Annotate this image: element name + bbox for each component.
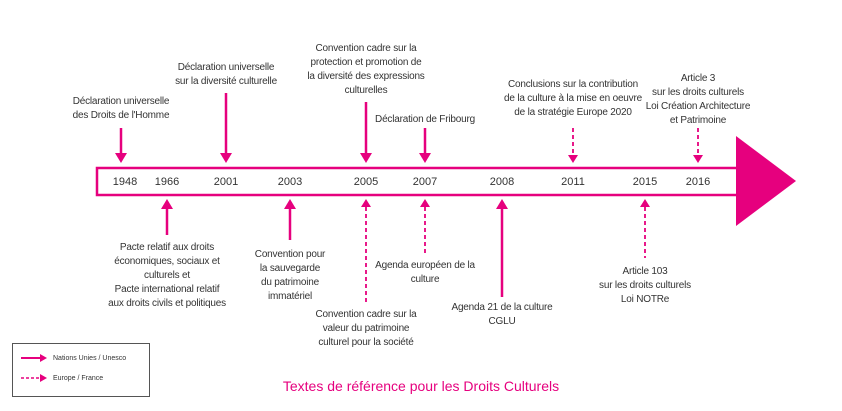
year-2005: 2005	[353, 176, 379, 188]
connector-2007-top	[419, 128, 431, 163]
caption: Textes de référence pour les Droits Culturels	[282, 378, 560, 394]
event-label-1948: Déclaration universelle des Droits de l'Homme	[72, 96, 170, 121]
event-label-2003: Convention pour la sauvegarde du patrimoine immatériel	[254, 249, 326, 302]
year-2007: 2007	[412, 176, 438, 188]
connector-2008	[496, 199, 508, 297]
event-label-2008: Agenda 21 de la culture CGLU	[451, 302, 553, 327]
year-2003: 2003	[277, 176, 303, 188]
year-1966: 1966	[154, 176, 180, 188]
connector-2007-bottom	[420, 199, 430, 255]
connector-2001	[220, 93, 232, 163]
connector-2003	[284, 199, 296, 240]
event-label-2007-bottom: Agenda européen de la culture	[375, 260, 475, 285]
legend-label-un: Nations Unies / Unesco	[53, 354, 127, 362]
event-label-2011: Conclusions sur la contribution de la culture à la mise en oeuvre de la stratégie Europe 2020	[504, 79, 642, 118]
event-label-2007-top: Déclaration de Fribourg	[375, 114, 475, 125]
connector-2005-top	[360, 102, 372, 163]
year-1948: 1948	[112, 176, 138, 188]
year-2011: 2011	[561, 176, 585, 188]
year-2016: 2016	[685, 176, 711, 188]
timeline-arrowhead	[736, 136, 796, 226]
event-label-2016: Article 3 sur les droits culturels Loi Création Architecture et Patrimoine	[645, 73, 751, 126]
connector-2011	[568, 128, 578, 163]
connector-2005-bottom	[361, 199, 371, 305]
year-2001: 2001	[213, 176, 239, 188]
event-label-1966: Pacte relatif aux droits économiques, sociaux et culturels et Pacte international relatif aux droits civils et politiques	[108, 242, 226, 309]
event-label-2005-bottom: Convention cadre sur la valeur du patrimoine culturel pour la société	[315, 309, 417, 348]
connector-1966	[161, 199, 173, 235]
legend-label-eu: Europe / France	[53, 374, 104, 382]
solid-arrow-icon	[21, 354, 47, 362]
year-2015: 2015	[632, 176, 658, 188]
legend-item-un	[21, 354, 126, 362]
event-label-2001: Déclaration universelle sur la diversité culturelle	[175, 62, 277, 87]
event-label-2005-top: Convention cadre sur la protection et promotion de la diversité des expressions culturelles	[307, 43, 425, 96]
connector-1948	[115, 128, 127, 163]
event-label-2015: Article 103 sur les droits culturels Loi NOTRe	[599, 266, 691, 305]
year-2008: 2008	[489, 176, 515, 188]
connector-2015	[640, 199, 650, 258]
connector-2016	[693, 128, 703, 163]
